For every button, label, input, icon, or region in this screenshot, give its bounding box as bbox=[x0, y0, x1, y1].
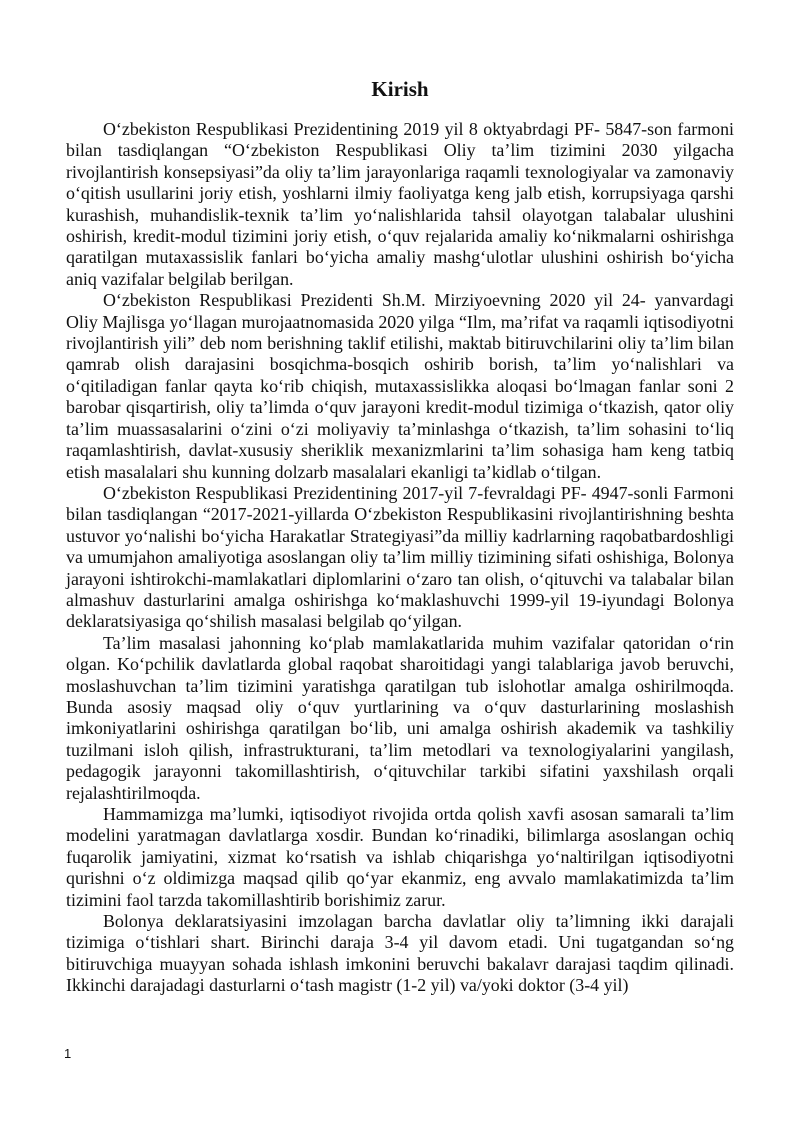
paragraph-1: O‘zbekiston Respublikasi Prezidentining 2019 yil 8 oktyabrdagi PF- 5847-son farmoni bilan tasdiqlangan “O‘zbekiston Respublikasi Oliy ta’lim tizimini 2030 yilgacha rivojlantirish konsepsiyasi”da oliy ta’lim jarayonlariga raqamli texnologiyalar va zamonaviy o‘qitish usullarini joriy etish, yoshlarni ilmiy faoliyatga keng jalb etish, korrupsiyaga qarshi kurashish, muhandislik-texnik ta’lim yo‘nalishlarida tahsil olayotgan talabalar ulushini oshirish, kredit-modul tizimini joriy etish, o‘quv rejalarida amaliy ko‘nikmalarni oshirishga qaratilgan mutaxassislik fanlari bo‘yicha amaliy mashg‘ulotlar ulushini oshirish bo‘yicha aniq vazifalar belgilab berilgan. bbox=[66, 119, 734, 289]
page-title: Kirish bbox=[371, 77, 429, 101]
page-number: 1 bbox=[64, 1046, 72, 1061]
paragraph-5: Hammamizga ma’lumki, iqtisodiyot rivojida ortda qolish xavfi asosan samarali ta’lim modelini yaratmagan davlatlarga xosdir. Bundan ko‘rinadiki, bilimlarga asoslangan ochiq fuqarolik jamiyatini, xizmat ko‘rsatish va ishlab chiqarishga yo‘naltirilgan iqtisodiyotni qurishni o‘z oldimizga maqsad qilib qo‘yar ekanmiz, eng avvalo mamlakatimizda ta’lim tizimini faol tarzda takomillashtirib borishimiz zarur. bbox=[66, 804, 734, 910]
document-body bbox=[66, 119, 734, 997]
paragraph-2: O‘zbekiston Respublikasi Prezidenti Sh.M. Mirziyoevning 2020 yil 24- yanvardagi Oliy Majlisga yo‘llagan murojaatnomasida 2020 yilga “Ilm, ma’rifat va raqamli iqtisodiyotni rivojlantirish yili” deb nom berishning taklif etilishi, maktab bitiruvchilarini oliy ta’lim bilan qamrab olish darajasini bosqichma-bosqich oshirib borish, ta’lim yo‘nalishlari va o‘qitiladigan fanlar qayta ko‘rib chiqish, mutaxassislikka aloqasi bo‘lmagan fanlar soni 2 barobar qisqartirish, oliy ta’limda o‘quv jarayoni kredit-modul tizimiga o‘tkazish, qator oliy ta’lim muassasalarini o‘zini o‘zi moliyaviy ta’minlashga o‘tkazish, ta’lim sohasini to‘liq raqamlashtirish, davlat-xususiy sheriklik mexanizmlarini ta’lim sohasiga ham keng tatbiq etish masalalari shu kunning dolzarb masalalari ekanligi ta’kidlab o‘tilgan. bbox=[66, 290, 734, 482]
paragraph-3: O‘zbekiston Respublikasi Prezidentining 2017-yil 7-fevraldagi PF- 4947-sonli Farmoni bilan tasdiqlangan “2017-2021-yillarda O‘zbekiston Respublikasini rivojlantirishning beshta ustuvor yo‘nalishi bo‘yicha Harakatlar Strategiyasi”da milliy kadrlarning raqobatbardoshligi va umumjahon amaliyotiga asoslangan oliy ta’lim milliy tizimining sifati oshishiga, Bolonya jarayoni ishtirokchi-mamlakatlari diplomlarini o‘zaro tan olish, o‘qituvchi va talabalar bilan almashuv dasturlarini amalga oshirishga ko‘maklashuvchi 1999-yil 19-iyundagi Bolonya deklaratsiyasiga qo‘shilish masalasi belgilab qo‘yilgan. bbox=[66, 482, 734, 632]
document-page bbox=[66, 0, 734, 1131]
paragraph-4: Ta’lim masalasi jahonning ko‘plab mamlakatlarida muhim vazifalar qatoridan o‘rin olgan. Ko‘pchilik davlatlarda global raqobat sharoitidagi yangi talablariga javob beruvchi, moslashuvchan ta’lim tizimini yaratishga qaratilgan tub islohotlar amalga oshirilmoqda. Bunda asosiy maqsad oliy o‘quv yurtlarining va o‘quv dasturlarining moslashish imkoniyatlarini oshirishga qaratilgan bo‘lib, uni amalga oshirish akademik va tashkiliy tuzilmani isloh qilish, infrastrukturani, ta’lim metodlari va texnologiyalarini yangilash, pedagogik jarayonni takomillashtirish, o‘qituvchilar tarkibi sifatini yaxshilash orqali rejalashtirilmoqda. bbox=[66, 632, 734, 803]
paragraph-6: Bolonya deklaratsiyasini imzolagan barcha davlatlar oliy ta’limning ikki darajali tizimiga o‘tishlari shart. Birinchi daraja 3-4 yil davom etadi. Uni tugatgandan so‘ng bitiruvchiga muayyan sohada ishlash imkonini beruvchi bakalavr darajasi taqdim qilinadi. Ikkinchi darajadagi dasturlarni o‘tash magistr (1-2 yil) va/yoki doktor (3-4 yil) bbox=[66, 911, 734, 996]
